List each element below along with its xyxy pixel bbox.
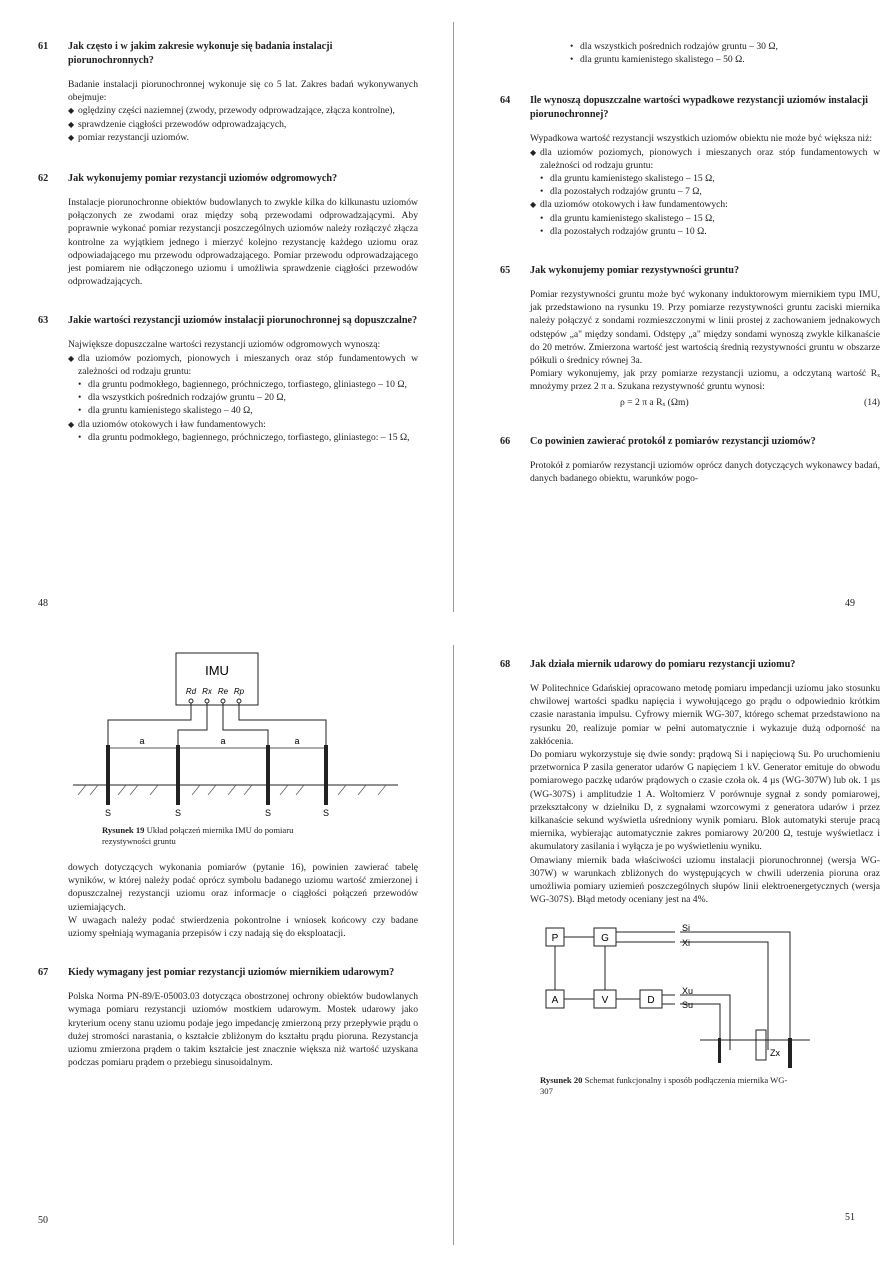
spacing-a-2: a (220, 736, 226, 746)
question-title: Jak często i w jakim zakresie wykonuje się badania instalacji piorunochronnych? (68, 41, 333, 66)
terminal-rd: Rd (185, 687, 197, 696)
question-title: Ile wynoszą dopuszczalne wartości wypadkowe rezystancji uziomów instalacji piorunochronnej? (530, 95, 868, 121)
imu-label: IMU (205, 663, 229, 678)
question-61: 61 Jak często i w jakim zakresie wykonuje się badania instalacji piorunochronnych? Badanie instalacji piorunochronnej wykonuje się co 5 lat. Zakres badań wykonywanych obejmuje: ◆ oględziny części naziemnej (zwody, przewody odprowadzające, złącza kontrolne), ◆ sprawdzenie ciągłości przewodów odprowadzających, ◆ pomiar rezystancji uziomów. (38, 41, 418, 143)
page-number-51: 51 (845, 1212, 855, 1223)
probes (106, 745, 328, 805)
figure-19-caption: Rysunek 19 Układ połączeń miernika IMU do pomiaru rezystywności gruntu (102, 825, 294, 846)
question-title: Jak wykonujemy pomiar rezystancji uziomów odgromowych? (68, 173, 338, 185)
ground-electrodes (718, 1038, 792, 1068)
probe-s-4: S (322, 808, 330, 818)
formula-14: ρ = 2 π a Rₓ (Ωm) (14) (620, 396, 880, 408)
probe-s-3: S (264, 808, 272, 818)
wires (73, 699, 398, 785)
probe-s-1: S (104, 808, 112, 818)
question-66: 66 Co powinien zawierać protokół z pomiarów rezystancji uziomów? Protokół z pomiarów rezystancji uziomów oprócz danych dotyczących wykonawcy badań, danych badanego obiektu, warunków pogo- (500, 435, 880, 485)
question-62: 62 Jak wykonujemy pomiar rezystancji uziomów odgromowych? Instalacje piorunochronne obiektów budowlanych to zwykle kilka do kilkunastu uziomów połączonych ze zwodami oraz między sobą przewodami odprowadzającymi. Aby poprawnie wykonać pomiar rezystancji poszczególnych uziomów należy rozłączyć złącza kontrolne za wyjątkiem jednego i mierzyć kolejno rezystancję każdego uziomu oraz odpowiadającego mu przewodu odprowadzającego. Pomiar przewodu odprowadzającego jest pomiarem nie odłączonego uziomu i umożliwia sprawdzenie ciągłości przewodów odprowadzających. (38, 173, 418, 288)
label-si: Si (682, 923, 691, 934)
question-65: 65 Jak wykonujemy pomiar rezystywności gruntu? Pomiar rezystywności gruntu może być wykonany induktorowym miernikiem typu IMU, jak przedstawiono na rysunku 19. Przy pomiarze rezystywności gruntu zaciski miernika należy połączyć z sondami rozmieszczonymi w linii prostej z zachowaniem jednakowych odstępów „a" między sondami. Odstępy „a" między sondami wynoszą zwykle kilkanaście do 20 metrów. Zmierzona wartość jest wartością średnią rezystywności gruntu w obszarze półkuli o średnicy równej 3a. Pomiary wykonujemy, jak przy pomiarze rezystancji uziomu, a odczytaną wartość Rₓ mnożymy przez 2 π a. Szukana rezystywność gruntu wynosi: ρ = 2 π a Rₓ (Ωm) (14) (500, 265, 880, 408)
question-title: Kiedy wymagany jest pomiar rezystancji uziomów miernikiem udarowym? (68, 967, 395, 979)
figure-20 (540, 920, 880, 1097)
ground-hatch (78, 785, 386, 795)
block-g: G (601, 933, 609, 945)
page-51 (500, 658, 880, 1097)
question-67: 67 Kiedy wymagany jest pomiar rezystancji uziomów miernikiem udarowym? Polska Norma PN-89/E-05003.03 dotycząca obostrzonej ochrony obiektów budowlanych wymaga pomiaru rezystancji uziomów mostkiem udarowym. Mostek udarowy jako kryterium oceny stanu uziomu podaje jego impedancję zmierzoną przy przepływie prądu o dużej stromości narastania, o kształcie zbliżonym do kształtu prądu pioruna. Rezystancja uziomu zmierzona prądem o takim kształcie jest znacznie większa niż wartość uzyskana podczas pomiaru prądem o przebiegu sinusoidalnym. (38, 967, 418, 1069)
page-48 (38, 40, 418, 444)
question-title: Jak działa miernik udarowy do pomiaru rezystancji uziomu? (530, 659, 796, 670)
block-p: P (551, 933, 559, 945)
spacing-a-3: a (294, 736, 300, 746)
page-49: • dla wszystkich pośrednich rodzajów gruntu – 30 Ω, • dla gruntu kamienistego skalistego – 50 Ω. 64 Ile wynoszą dopuszczalne wartości wypadkowe rezystancji uziomów instalacji piorunochronnej? Wypadkowa wartość rezystancji wszystkich uziomów obiektu nie może być większa niż: ◆ dla uziomów poziomych, pionowych i mieszanych oraz stóp fundamentowych w zależności od rodzaju gruntu: • dla gruntu kamienistego skalistego – 15 Ω, • dla pozostałych rodzajów gruntu – 7 Ω, ◆ dla uziomów otokowych i ław fundamentowych: • dla gruntu kamienistego skalistego – 15 Ω, • dla pozostałych rodzajów gruntu – 10 Ω. 65 Jak wykonujemy pomiar rezystywności gruntu? Pomiar rezystywności gruntu może być wykonany induktorowym miernikiem typu IMU, jak przedstawiono na rysunku 19. Przy pomiarze rezystywności gruntu zaciski miernika należy połączyć z sondami rozmieszczonymi w linii prostej z zachowaniem jednakowych odstępów „a" między sondami. Odstępy „a" między sondami wynoszą zwykle kilkanaście do 20 metrów. Zmierzona wartość jest wartością średnią rezystywności gruntu w obszarze półkuli o średnicy równej 3a. Pomiary wykonujemy, jak przy pomiarze rezystancji uziomu, a odczytaną wartość Rₓ mnożymy przez 2 π a. Szukana rezystywność gruntu wynosi: ρ = 2 π a Rₓ (Ωm) (14) 66 Co powinien zawierać protokół z pomiarów rezystancji uziomów? Protokół z pomiarów rezystancji uziomów oprócz danych dotyczących wykonawcy badań, danych badanego obiektu, warunków pogo- (500, 41, 880, 485)
terminal-rx: Rx (202, 687, 212, 696)
block-d: D (647, 995, 655, 1007)
imu-box (176, 653, 258, 705)
page-number-50: 50 (38, 1215, 48, 1226)
question-63: 63 Jakie wartości rezystancji uziomów instalacji piorunochronnej są dopuszczalne? Największe dopuszczalne wartości rezystancji uziomów odgromowych wynoszą: ◆ dla uziomów poziomych, pionowych i mieszanych oraz stóp fundamentowych w zależności od rodzaju gruntu: • dla gruntu podmokłego, bagiennego, próchniczego, torfiastego, gliniastego – 10 Ω, • dla wszystkich pośrednich rodzajów gruntu – 20 Ω, • dla gruntu kamienistego skalistego – 40 Ω, ◆ dla uziomów otokowych i ław fundamentowych: • dla gruntu podmokłego, bagiennego, próchniczego, torfiastego, gliniastego: – 15 Ω, (38, 315, 418, 443)
question-68: 68 Jak działa miernik udarowy do pomiaru rezystancji uziomu? W Politechnice Gdańskiej opracowano metodę pomiaru impedancji uziomu jako stosunku chwilowej wartości spadku napięcia i wywołującego go prądu o odpowiednio krótkim czasie narastania impulsu. Cyfrowy miernik WG-307, którego schemat przedstawiono na rysunku 20, realizuje pomiar w pełni automatycznie i wykazuje dużą odporność na zakłócenia. Do pomiaru wykorzystuje się dwie sondy: prądową Si i napięciową Su. Po uruchomieniu przetwornica P zasila generator udarów G napięciem 1 kV. Generator emituje do obwodu pomiarowego paczkę udarów prądowych o czasie czoła ok. 4 µs (WG-307W) lub ok. 1 µs (WG-307S) i amplitudzie 1 A. Woltomierz V porównuje sygnał z sondy pomiarowej, przekształcony w dzielniku D, z sygnałami wzorcowymi z generatora udarów i przez kilkanaście sekund wyświetla uśredniony wynik pomiaru. Blok automatyki steruje pracą miernika, wybierając automatycznie zakres pomiarowy 20/200 Ω, testuje wyświetlacz i akumulatory zasilania i wyłącza je po wyświetleniu wyniku. Omawiany miernik bada właściwości uziomu instalacji piorunochronnej (wersja WG-307W) w warunkach zbliżonych do występujących w chwili uderzenia pioruna oraz umożliwia pomiary uziemień poszczególnych słupów linii elektroenergetycznych (wersja WG-307S). Błąd metody oceniany jest na 4%. (500, 659, 880, 906)
page-divider-bottom (453, 645, 454, 1245)
terminal-rp: Rp (233, 687, 245, 696)
label-zx: Zx (770, 1048, 780, 1059)
wg307-diagram (540, 920, 820, 1070)
probe-s-2: S (174, 808, 182, 818)
label-xu: Xu (682, 986, 694, 997)
page-50: IMU Rd Rx Re Rp a a a S S S S Rysunek 19 Układ połączeń miernika IMU do pomiaru rezystywności gruntu dowych dotyczących wykonania pomiarów (pytanie 16), powinien zawierać tabelę wyników, w której należy podać oprócz symbolu badanego uziomu wartość zmierzonej i dopuszczalnej rezystancji uziomu oraz informacje o ciągłości połączeń przewodów uziemiających. W uwagach należy podać stwierdzenia pokontrolne i wniosek końcowy czy badane uziomy spełniają wymagania przepisów i czy nadają się do eksploatacji. 67 Kiedy wymagany jest pomiar rezystancji uziomów miernikiem udarowym? Polska Norma PN-89/E-05003.03 dotycząca obostrzonej ochrony obiektów budowlanych wymaga pomiaru rezystancji uziomów mostkiem udarowym. Mostek udarowy jako kryterium oceny stanu uziomu podaje jego impedancję zmierzoną przy przepływie prądu o dużej stromości narastania, o kształcie zbliżonym do kształtu prądu pioruna. Rezystancja uziomu zmierzona prądem o takim kształcie jest znacznie większa niż wartość uzyskana podczas pomiaru prądem o przebiegu sinusoidalnym. (38, 650, 418, 1069)
question-title: Jak wykonujemy pomiar rezystywności gruntu? (530, 265, 740, 277)
spacing-a-1: a (139, 736, 145, 746)
block-v: V (601, 995, 609, 1007)
figure-19 (68, 650, 418, 847)
figure-20-caption: Rysunek 20 Schemat funkcjonalny i sposób podłączenia miernika WG-307 (540, 1075, 788, 1097)
circuit-wires (555, 932, 810, 1060)
question-title: Co powinien zawierać protokół z pomiarów rezystancji uziomów? (530, 435, 816, 447)
question-title: Jakie wartości rezystancji uziomów instalacji piorunochronnej są dopuszczalne? (68, 315, 418, 327)
page-number-49: 49 (845, 598, 855, 609)
page-divider-top (453, 22, 454, 612)
question-64: 64 Ile wynoszą dopuszczalne wartości wypadkowe rezystancji uziomów instalacji piorunochronnej? Wypadkowa wartość rezystancji wszystkich uziomów obiektu nie może być większa niż: ◆ dla uziomów poziomych, pionowych i mieszanych oraz stóp fundamentowych w zależności od rodzaju gruntu: • dla gruntu kamienistego skalistego – 15 Ω, • dla pozostałych rodzajów gruntu – 7 Ω, ◆ dla uziomów otokowych i ław fundamentowych: • dla gruntu kamienistego skalistego – 15 Ω, • dla pozostałych rodzajów gruntu – 10 Ω. (500, 95, 880, 237)
label-su: Su (682, 1000, 694, 1011)
imu-diagram (68, 650, 408, 820)
terminal-re: Re (217, 687, 229, 696)
label-xi: Xi (682, 938, 691, 949)
page-number-48: 48 (38, 598, 48, 609)
block-a: A (551, 995, 559, 1007)
